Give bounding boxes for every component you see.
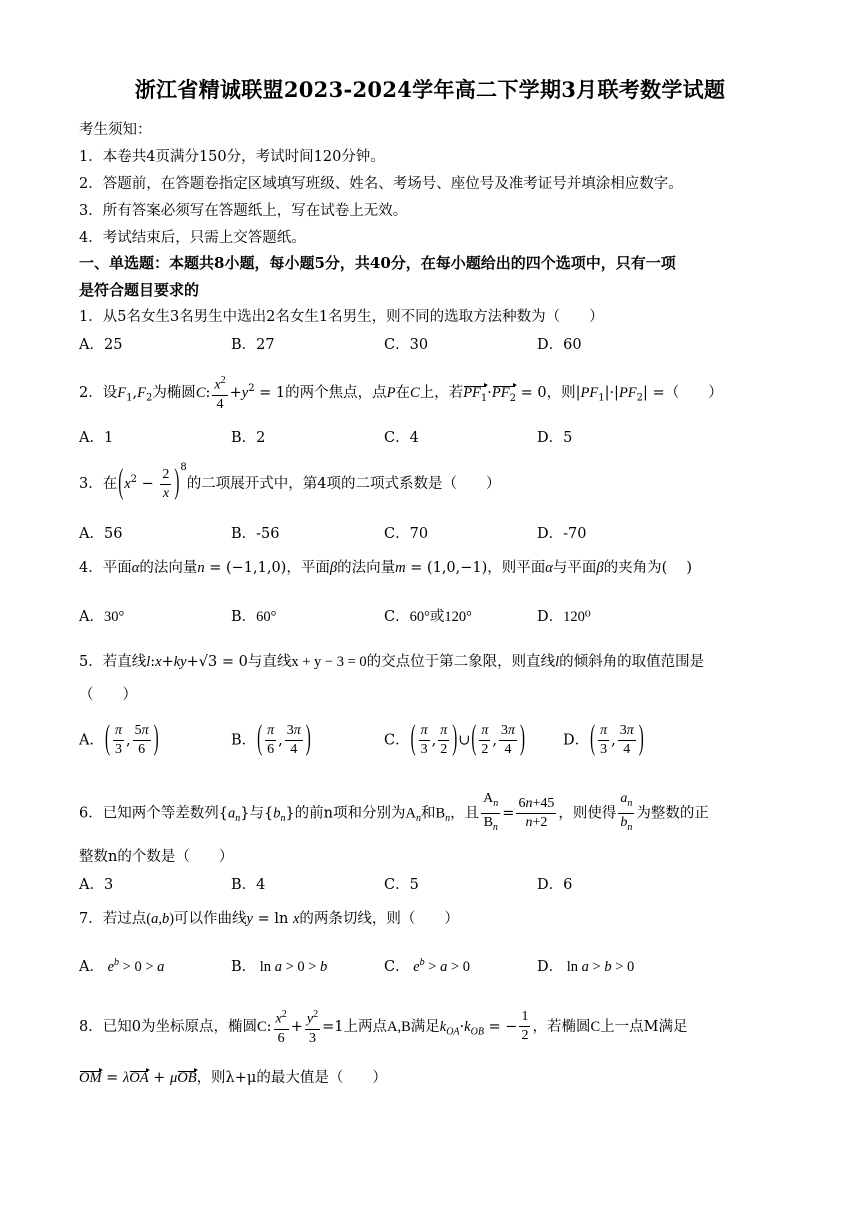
q3-option-b: B．-56 (231, 526, 280, 542)
q6-option-d: D．6 (537, 877, 573, 893)
notice-item: 4．考试结束后，只需上交答题纸。 (79, 230, 306, 246)
page-title: 浙江省精诚联盟2023-2024学年高二下学期3月联考数学试题 (134, 77, 726, 102)
q2-option-b: B．2 (231, 430, 266, 446)
q7-option-d: D． ln a > b > 0 (537, 959, 635, 975)
question-8-stem-cont: OM = λOA + μOB，则λ+μ的最大值是（ ） (79, 1070, 387, 1086)
q5-option-d: D．( $\frac{\pi}{3}$ , $\frac{3\pi}{4}$ ) (563, 720, 644, 758)
q4-option-c: C．60°或120° (384, 609, 472, 625)
q1-option-b: B．27 (231, 337, 275, 353)
q7-option-b: B． ln a > 0 > b (231, 959, 328, 975)
q4-option-b: B．60° (231, 609, 277, 625)
q7-option-c: C． $e^b > a > 0$ (384, 957, 471, 975)
q7-option-a: A． $e^b > 0 > a$ (79, 957, 165, 975)
q5-option-a: A．( $\frac{\pi}{3}$ , $\frac{5\pi}{6}$ ) (79, 720, 159, 758)
question-3-stem: 3．在($x^2$ − $\frac{2}{x}$ )$^8$的二项展开式中，第4项的二项式系数是（ ） (79, 462, 501, 502)
q2-option-d: D．5 (537, 430, 573, 446)
notice-heading: 考生须知： (79, 122, 152, 138)
question-7-stem: 7．若过点(a,b)可以作曲线y = ln x的两条切线，则（ ） (79, 911, 459, 927)
question-6-stem-cont: 整数n的个数是（ ） (79, 849, 234, 865)
section-heading: 一、单选题：本题共8小题，每小题5分，共40分，在每小题给出的四个选项中，只有一项 (79, 254, 676, 272)
notice-item: 2．答题前，在答题卷指定区域填写班级、姓名、考场号、座位号及准考证号并填涂相应数字。 (79, 176, 683, 192)
q6-option-a: A．3 (79, 877, 114, 893)
q5-option-b: B．( $\frac{\pi}{6}$ , $\frac{3\pi}{4}$ ) (231, 720, 311, 758)
question-1-stem: 1．从5名女生3名男生中选出2名女生1名男生，则不同的选取方法种数为（ ） (79, 309, 604, 325)
question-4-stem: 4．平面α的法向量n = (−1,1,0)，平面β的法向量m = (1,0,−1)，则平面α与平面β的夹角为( ) (79, 560, 693, 576)
section-heading-cont: 是符合题目要求的 (79, 281, 200, 299)
q1-option-a: A．25 (79, 337, 123, 353)
q4-option-d: D．120⁰ (537, 609, 591, 625)
question-6-stem: 6．已知两个等差数列$\{a_n\}$与$\{b_n\}$的前n项和分别为$A_n$和$B_n$，且 $\frac{A_n}{B_n}$ = $\frac{6n+45}{n+2}$ ，则使得 $\frac{a_n}{b_n}$ 为整数的正 (79, 790, 709, 837)
q3-option-c: C．70 (384, 526, 429, 542)
question-2-stem: 2．设$F_1,F_2$为椭圆C: $\frac{x^2}{4}$ $+y^2 = 1$的两个焦点，点P在C上，若$PF_1\cdot PF_2 = 0$，则$|PF_1|\cdot|PF_2|$ =（ ） (79, 375, 723, 412)
question-5-blank: （ ） (79, 687, 137, 703)
q6-option-b: B．4 (231, 877, 266, 893)
q6-option-c: C．5 (384, 877, 419, 893)
question-8-stem: 8．已知0为坐标原点，椭圆C: $\frac{x^2}{6}$ + $\frac{y^2}{3}$ =1上两点A,B满足$k_{OA}\cdot k_{OB}$ = − $\frac{1}{2}$ ，若椭圆C上一点M满足 (79, 1009, 688, 1046)
question-5-stem: 5．若直线l:x+ky+√3 = 0与直线x + y − 3 = 0的交点位于第二象限，则直线l的倾斜角的取值范围是 (79, 654, 705, 670)
q3-option-a: A．56 (79, 526, 123, 542)
q1-option-c: C．30 (384, 337, 429, 353)
notice-item: 1．本卷共4页满分150分，考试时间120分钟。 (79, 149, 385, 165)
q5-option-c: C．( $\frac{\pi}{3}$ , $\frac{\pi}{2}$ )∪( $\frac{\pi}{2}$ , $\frac{3\pi}{4}$ ) (384, 720, 526, 758)
notice-item: 3．所有答案必须写在答题纸上，写在试卷上无效。 (79, 203, 408, 219)
q2-option-a: A．1 (79, 430, 114, 446)
q2-option-c: C．4 (384, 430, 419, 446)
q4-option-a: A．30° (79, 609, 125, 625)
q1-option-d: D．60 (537, 337, 582, 353)
q3-option-d: D．-70 (537, 526, 587, 542)
